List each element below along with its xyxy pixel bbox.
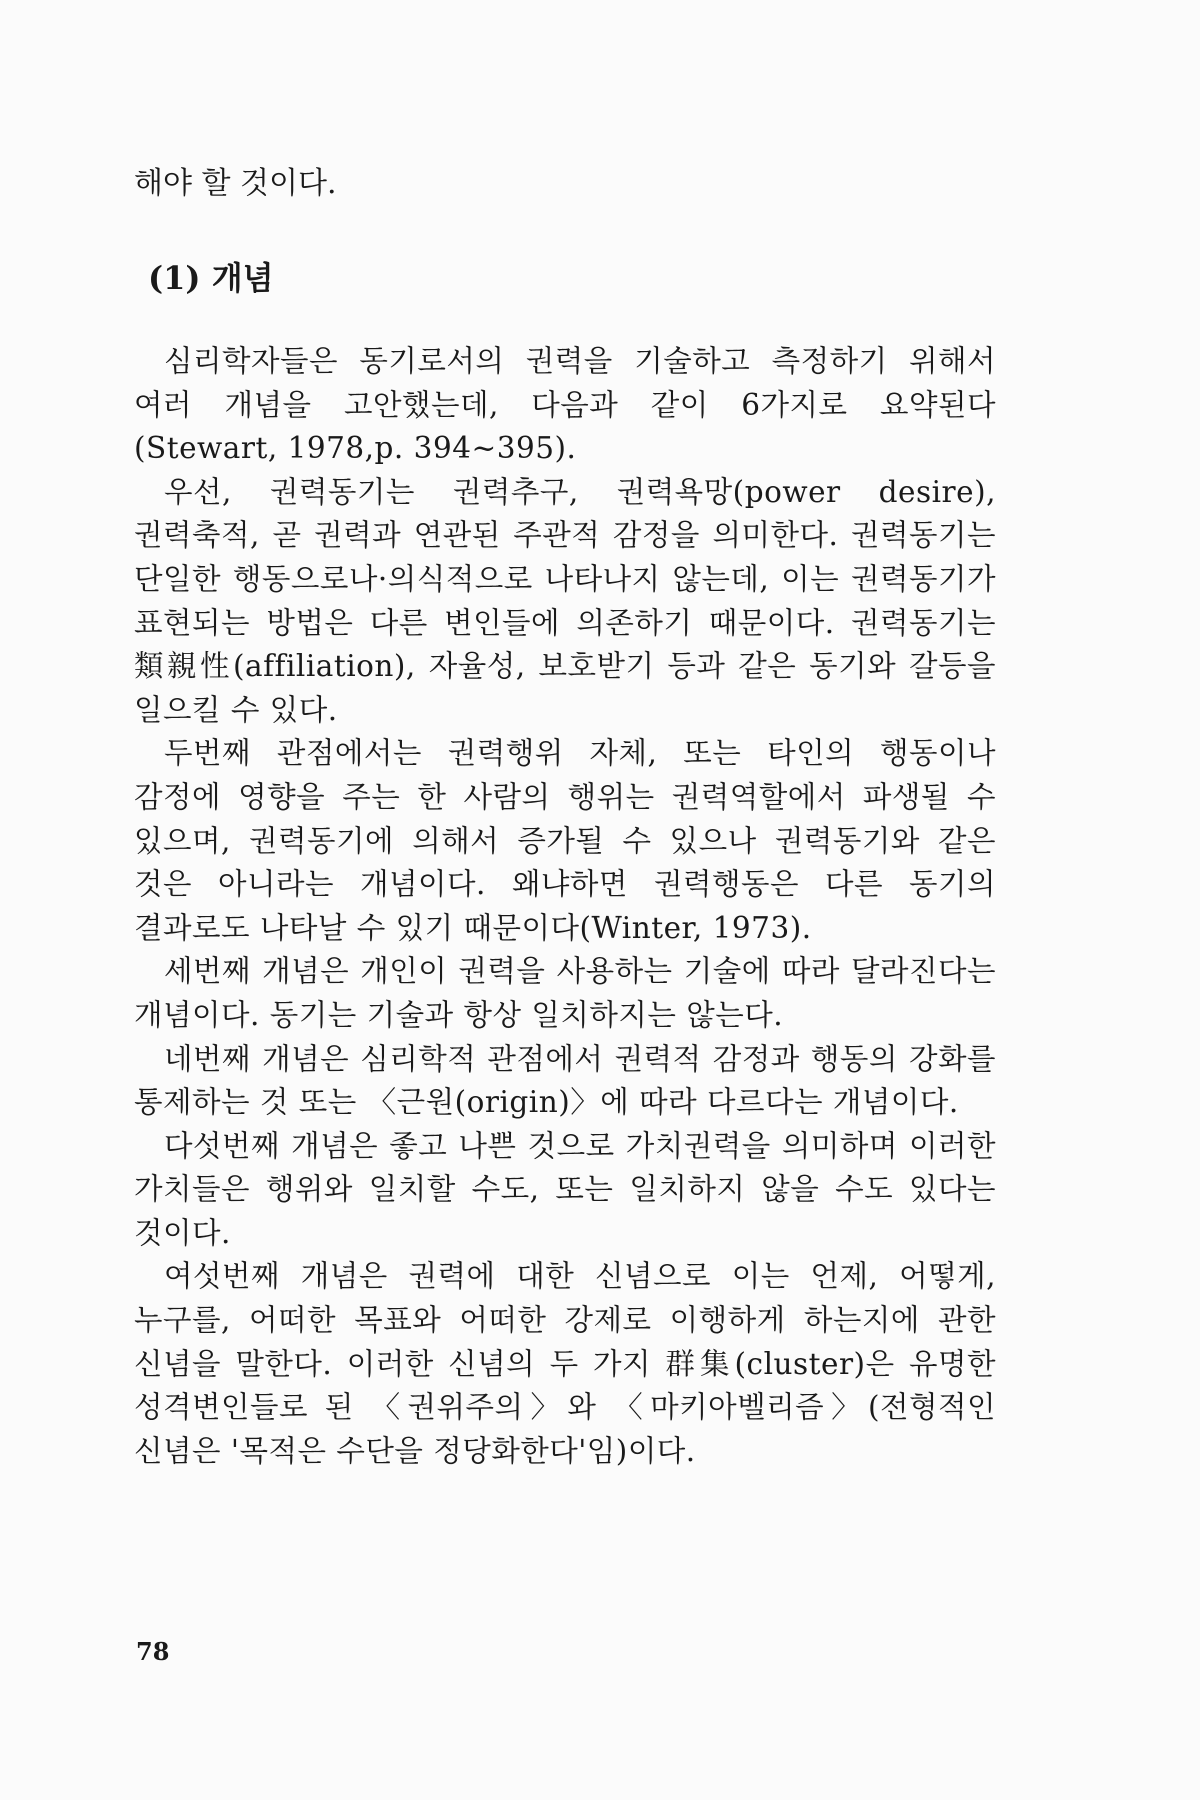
paragraph-third-concept: 세번째 개념은 개인이 권력을 사용하는 기술에 따라 달라진다는 개념이다. 동기는 기술과 항상 일치하지는 않는다. (134, 954, 996, 1032)
paragraph-second-concept: 두번째 관점에서는 권력행위 자체, 또는 타인의 행동이나 감정에 영향을 주는 한 사람의 행위는 권력역할에서 파생될 수 있으며, 권력동기에 의해서 증가될 수 있으나 권력동기와 같은 것은 아니라는 개념이다. 왜냐하면 권력행동은 다른 동기의 결과로도 나타날 수 있기 때문이다(Winter, 1973). (134, 736, 996, 945)
paragraph-fourth-concept: 네번째 개념은 심리학적 관점에서 권력적 감정과 행동의 강화를 통제하는 것 또는 〈근원(origin)〉에 따라 다르다는 개념이다. (134, 1041, 996, 1120)
section-heading: (1) 개념 (148, 259, 274, 297)
page-number: 78 (136, 1637, 170, 1666)
continued-sentence: 해야 할 것이다. (134, 166, 337, 201)
paragraph-fifth-concept: 다섯번째 개념은 좋고 나쁜 것으로 가치권력을 의미하며 이러한 가치들은 행위와 일치할 수도, 또는 일치하지 않을 수도 있다는 것이다. (134, 1128, 996, 1250)
paragraph-first-concept: 우선, 권력동기는 권력추구, 권력욕망(power desire), 권력축적, 곧 권력과 연관된 주관적 감정을 의미한다. 권력동기는 단일한 행동으로나·의식적으로 나타나지 않는데, 이는 권력동기가 표현되는 방법은 다른 변인들에 의존하기 때문이다. 권력동기는 類親性(affiliation), 자율성, 보호받기 등과 같은 동기와 갈등을 일으킬 수 있다. (134, 474, 996, 727)
paragraph-intro: 심리학자들은 동기로서의 권력을 기술하고 측정하기 위해서 여러 개념을 고안했는데, 다음과 같이 6가지로 요약된다(Stewart, 1978,p. 394~395). (134, 344, 996, 466)
body-text (134, 340, 996, 1473)
paragraph-sixth-concept: 여섯번째 개념은 권력에 대한 신념으로 이는 언제, 어떻게, 누구를, 어떠한 목표와 어떠한 강제로 이행하게 하는지에 관한 신념을 말한다. 이러한 신념의 두 가지 群集(cluster)은 유명한 성격변인들로 된 〈권위주의〉와 〈마키아벨리즘〉(전형적인 신념은 '목적은 수단을 정당화한다'임)이다. (134, 1259, 996, 1468)
